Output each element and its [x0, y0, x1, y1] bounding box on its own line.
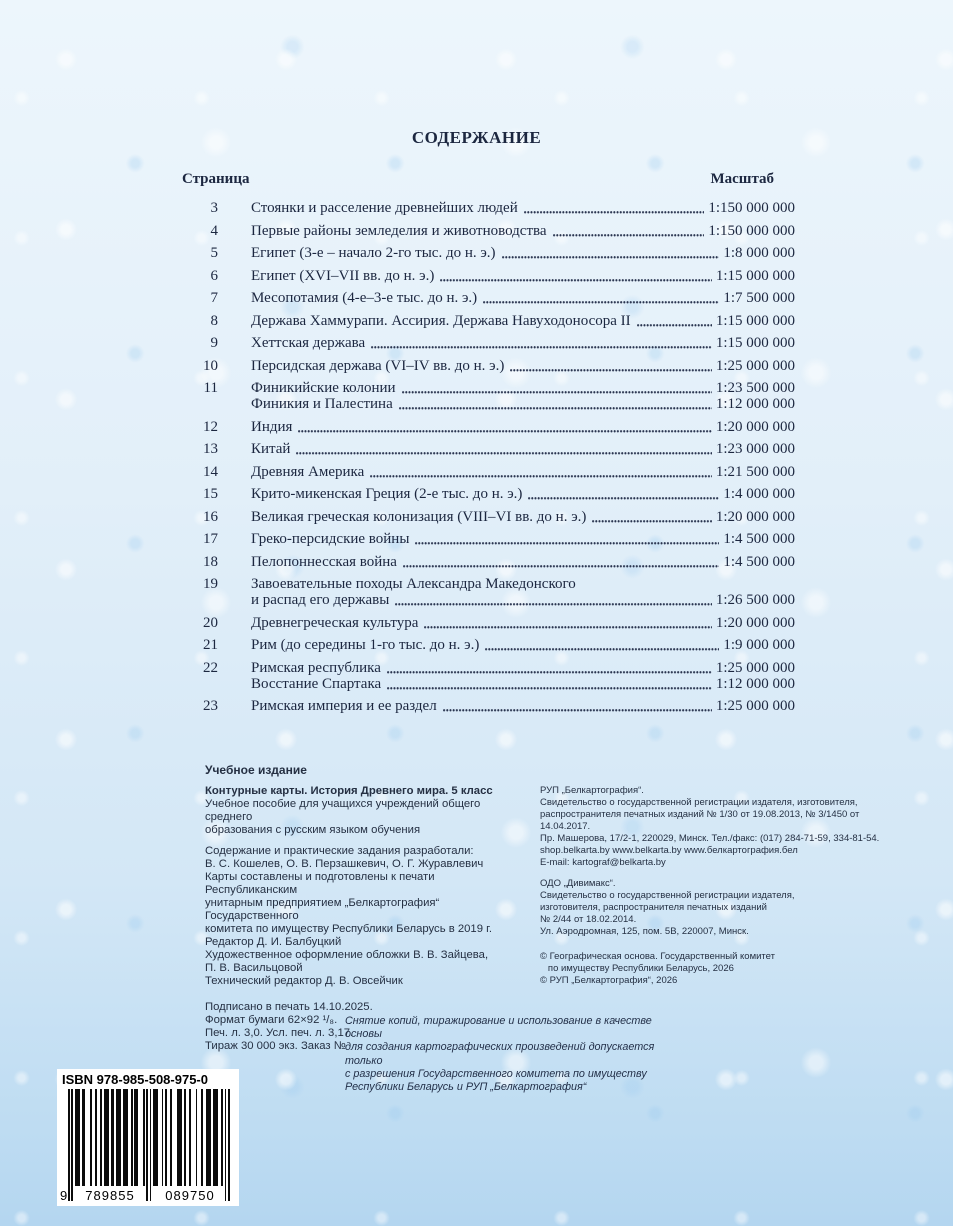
toc-page-number: 20 — [203, 614, 218, 631]
toc-entry-title: Восстание Спартака — [251, 675, 382, 692]
toc-line — [251, 509, 795, 525]
toc-entry-scale: 1:4 500 000 — [723, 553, 795, 570]
toc-entry-scale: 1:15 000 000 — [715, 312, 795, 329]
toc-page-number: 15 — [203, 486, 218, 502]
toc-line — [251, 358, 795, 374]
colophon-line: shop.belkarta.by www.belkarta.by www.белкартография.бел — [540, 845, 798, 856]
dots-leader — [502, 247, 720, 259]
toc-page-number: 13 — [203, 441, 218, 457]
colophon-paragraph — [205, 845, 520, 988]
colophon-line: В. С. Кошелев, О. В. Перзашкевич, О. Г. Журавлевич — [205, 858, 484, 870]
toc-row — [182, 441, 795, 457]
colophon-line: распространителя печатных изданий № 1/30 от 19.08.2013, № 3/1450 от 14.04.2017. — [540, 809, 860, 832]
toc-line — [251, 637, 795, 653]
dots-leader — [443, 700, 712, 712]
barcode-digit-group: 9 — [60, 1188, 68, 1203]
toc-entry-scale: 1:20 000 000 — [715, 418, 795, 435]
toc-entry-lines — [218, 464, 795, 480]
toc-line — [251, 419, 795, 435]
colophon-line: Контурные карты. История Древнего мира. 5 класс — [205, 785, 493, 797]
toc-row — [182, 486, 795, 502]
toc-entry-lines — [218, 441, 795, 457]
toc-page-column-header: Страница — [182, 171, 250, 187]
table-of-contents — [182, 171, 795, 721]
toc-entry-title: Месопотамия (4-е–3-е тыс. до н. э.) — [251, 290, 478, 306]
dots-leader — [528, 488, 719, 500]
toc-entry-scale: 1:26 500 000 — [715, 592, 795, 608]
dots-leader — [440, 270, 712, 282]
toc-page-number: 11 — [203, 380, 218, 396]
toc-row — [182, 200, 795, 216]
toc-page-number: 23 — [203, 698, 218, 714]
toc-page-number: 10 — [203, 357, 218, 374]
toc-line — [251, 268, 795, 284]
colophon-line: № 2/44 от 18.02.2014. — [540, 914, 637, 925]
copyright-notice — [345, 1015, 675, 1094]
toc-entry-lines — [218, 576, 795, 608]
toc-page-number: 18 — [203, 553, 218, 570]
toc-entry-scale: 1:20 000 000 — [715, 614, 795, 631]
colophon-line: Пр. Машерова, 17/2-1, 220029, Минск. Тел./факс: (017) 284-71-59, 334-81-54. — [540, 833, 880, 844]
toc-entry-scale: 1:9 000 000 — [723, 637, 795, 653]
dots-leader — [637, 315, 712, 327]
barcode-module — [228, 1089, 230, 1201]
dots-leader — [485, 639, 719, 651]
barcode-digit-group: 789855 — [85, 1188, 135, 1203]
toc-entry-title: Китай — [251, 441, 291, 457]
toc-line — [251, 441, 795, 457]
colophon-line: © Географическая основа. Государственный комитет — [540, 951, 775, 962]
colophon-paragraph — [540, 785, 885, 869]
dots-leader — [402, 382, 712, 394]
toc-page-number: 16 — [203, 508, 218, 525]
toc-entry-scale: 1:15 000 000 — [715, 335, 795, 351]
dots-leader — [387, 678, 712, 690]
toc-line — [251, 335, 795, 351]
toc-page-number: 5 — [210, 245, 218, 261]
toc-entry-title: Персидская держава (VI–IV вв. до н. э.) — [251, 357, 505, 374]
colophon-line: E-mail: kartograf@belkarta.by — [540, 857, 666, 868]
toc-entry-title: Римская республика — [251, 659, 381, 676]
toc-page-number: 17 — [203, 531, 218, 547]
toc-entry-title: Крито-микенская Греция (2-е тыс. до н. э.) — [251, 486, 523, 502]
toc-entry-lines — [218, 200, 795, 216]
toc-row — [182, 358, 795, 374]
toc-line — [251, 245, 795, 261]
toc-entry-lines — [218, 419, 795, 435]
copyright-notice-line: Снятие копий, тиражирование и использование в качестве основы — [345, 1015, 652, 1041]
toc-page-number: 3 — [210, 200, 218, 216]
toc-page-number: 9 — [210, 335, 218, 351]
colophon-line: Художественное оформление обложки В. В. Зайцева, — [205, 949, 489, 961]
toc-entry-scale: 1:20 000 000 — [715, 508, 795, 525]
toc-row — [182, 419, 795, 435]
toc-line — [251, 464, 795, 480]
toc-entry-lines — [218, 290, 795, 306]
isbn-number: ISBN 978-985-508-975-0 — [62, 1072, 208, 1087]
toc-entry-lines — [218, 554, 795, 570]
colophon-line: Подписано в печать 14.10.2025. — [205, 1001, 373, 1013]
colophon-line: комитета по имуществу Республики Беларусь в 2019 г. — [205, 923, 493, 935]
toc-entry-lines — [218, 245, 795, 261]
toc-scale-column-header: Масштаб — [710, 171, 774, 187]
toc-page-number: 14 — [203, 463, 218, 480]
toc-entry-title: Великая греческая колонизация (VIII–VI вв. до н. э.) — [251, 508, 587, 525]
colophon-line: Печ. л. 3,0. Усл. печ. л. 3,17. — [205, 1027, 354, 1039]
toc-entry-scale: 1:15 000 000 — [715, 267, 795, 284]
toc-line — [251, 554, 795, 570]
toc-column-headers — [182, 171, 795, 188]
toc-page-number: 22 — [203, 659, 218, 676]
toc-page-number: 12 — [203, 418, 218, 435]
toc-line — [251, 396, 795, 412]
dots-leader — [298, 421, 711, 433]
dots-leader — [395, 594, 712, 606]
dots-leader — [399, 398, 712, 410]
toc-row — [182, 290, 795, 306]
colophon-line: Содержание и практические задания разработали: — [205, 845, 474, 857]
colophon-line: Свидетельство о государственной регистрации издателя, изготовителя, — [540, 797, 858, 808]
colophon-line: изготовителя, распространителя печатных изданий — [540, 902, 767, 913]
colophon-paragraph — [205, 785, 520, 837]
toc-entry-scale: 1:8 000 000 — [723, 245, 795, 261]
toc-entry-lines — [218, 531, 795, 547]
toc-entry-title: Древняя Америка — [251, 463, 365, 480]
colophon-line: образования с русским языком обучения — [205, 824, 421, 836]
toc-entry-scale: 1:150 000 000 — [708, 222, 795, 239]
copyright-notice-line: для создания картографических произведений допускается только — [345, 1041, 655, 1067]
toc-entry-lines — [218, 509, 795, 525]
toc-entry-title: Индия — [251, 418, 293, 435]
colophon-line: Учебное пособие для учащихся учреждений общего среднего — [205, 798, 481, 823]
toc-line — [251, 290, 795, 306]
toc-line — [251, 592, 795, 608]
toc-entry-lines — [218, 660, 795, 692]
toc-row — [182, 223, 795, 239]
dots-leader — [510, 360, 712, 372]
barcode-block — [57, 1069, 239, 1206]
colophon-line: Тираж 30 000 экз. Заказ № — [205, 1040, 346, 1052]
dots-leader — [524, 202, 705, 214]
toc-page-number: 7 — [210, 290, 218, 306]
page-title: СОДЕРЖАНИЕ — [411, 128, 542, 147]
toc-entry-lines — [218, 223, 795, 239]
toc-entry-title: Завоевательные походы Александра Македонского — [251, 576, 576, 592]
colophon-paragraph — [540, 878, 885, 938]
toc-line — [251, 576, 795, 592]
toc-entry-title: Финикийские колонии — [251, 380, 396, 396]
colophon-line: унитарным предприятием „Белкартография“ Государственного — [205, 897, 440, 922]
colophon-right-column — [540, 785, 885, 996]
toc-entry-scale: 1:25 000 000 — [715, 357, 795, 374]
toc-row — [182, 245, 795, 261]
toc-entry-scale: 1:12 000 000 — [715, 675, 795, 692]
toc-page-number: 19 — [203, 576, 218, 592]
dots-leader — [296, 443, 711, 455]
dots-leader — [592, 511, 711, 523]
colophon-line: ОДО „Дивимакс“. — [540, 878, 616, 889]
toc-entry-lines — [218, 615, 795, 631]
toc-entry-lines — [218, 268, 795, 284]
toc-line — [251, 313, 795, 329]
toc-entry-lines — [218, 637, 795, 653]
colophon-line: Формат бумаги 62×92 ¹/₈. — [205, 1014, 338, 1026]
toc-entry-title: Пелопоннесская война — [251, 553, 397, 570]
toc-line — [251, 698, 795, 714]
toc-row — [182, 380, 795, 412]
copyright-notice-line: с разрешения Государственного комитета по имуществу — [345, 1067, 647, 1080]
toc-line — [251, 615, 795, 631]
toc-entry-title: Рим (до середины 1-го тыс. до н. э.) — [251, 637, 480, 653]
toc-entry-lines — [218, 313, 795, 329]
toc-line — [251, 380, 795, 396]
colophon-line: Карты составлены и подготовлены к печати Республиканским — [205, 871, 435, 896]
toc-entry-scale: 1:150 000 000 — [708, 200, 795, 216]
toc-row — [182, 698, 795, 714]
toc-entry-title: Финикия и Палестина — [251, 396, 393, 412]
toc-entry-scale: 1:4 500 000 — [723, 531, 795, 547]
toc-entry-title: Держава Хаммурапи. Ассирия. Держава Навуходоносора II — [251, 312, 631, 329]
toc-entry-lines — [218, 380, 795, 412]
toc-row — [182, 554, 795, 570]
colophon-line: по имуществу Республики Беларусь, 2026 — [540, 963, 734, 974]
colophon-paragraph — [540, 951, 885, 987]
dots-leader — [553, 225, 705, 237]
toc-line — [251, 676, 795, 692]
toc-entry-scale: 1:25 000 000 — [715, 659, 795, 676]
toc-entry-title: Стоянки и расселение древнейших людей — [251, 200, 518, 216]
toc-row — [182, 576, 795, 608]
dots-leader — [371, 337, 712, 349]
toc-line — [251, 660, 795, 676]
toc-entry-title: Хеттская держава — [251, 335, 366, 351]
toc-entry-title: Римская империя и ее раздел — [251, 698, 437, 714]
toc-row — [182, 313, 795, 329]
toc-entry-scale: 1:4 000 000 — [723, 486, 795, 502]
ean13-barcode — [68, 1089, 230, 1201]
colophon-line: П. В. Васильцовой — [205, 962, 303, 974]
barcode-digit-group: 089750 — [165, 1188, 215, 1203]
toc-page-number: 6 — [210, 267, 218, 284]
toc-line — [251, 200, 795, 216]
toc-entry-title: Египет (3-е – начало 2-го тыс. до н. э.) — [251, 245, 496, 261]
toc-page-number: 4 — [210, 222, 218, 239]
toc-entry-scale: 1:12 000 000 — [715, 396, 795, 412]
colophon-line: Редактор Д. И. Балбуцкий — [205, 936, 342, 948]
colophon-line: Ул. Аэродромная, 125, пом. 5В, 220007, Минск. — [540, 926, 749, 937]
toc-row — [182, 637, 795, 653]
toc-entry-scale: 1:23 000 000 — [715, 441, 795, 457]
colophon-line: РУП „Белкартография“. — [540, 785, 644, 796]
toc-row — [182, 615, 795, 631]
dots-leader — [424, 617, 711, 629]
toc-row — [182, 268, 795, 284]
toc-page-number: 21 — [203, 637, 218, 653]
toc-entry-scale: 1:21 500 000 — [715, 463, 795, 480]
toc-row — [182, 660, 795, 692]
colophon-line: © РУП „Белкартография“, 2026 — [540, 975, 678, 986]
toc-row — [182, 464, 795, 480]
colophon-paragraph — [205, 764, 520, 777]
toc-line — [251, 486, 795, 502]
dots-leader — [415, 533, 719, 545]
toc-row — [182, 531, 795, 547]
toc-entry-scale: 1:23 500 000 — [715, 380, 795, 396]
toc-entry-title: Египет (XVI–VII вв. до н. э.) — [251, 267, 435, 284]
colophon-line: Учебное издание — [205, 763, 307, 777]
toc-entry-title: Древнегреческая культура — [251, 614, 419, 631]
toc-entry-scale: 1:7 500 000 — [723, 290, 795, 306]
dots-leader — [403, 556, 719, 568]
toc-line — [251, 223, 795, 239]
dots-leader — [387, 662, 712, 674]
toc-line — [251, 531, 795, 547]
toc-entry-title: и распад его державы — [251, 592, 390, 608]
dots-leader — [483, 292, 719, 304]
barcode-digits — [60, 1188, 230, 1203]
toc-entry-scale: 1:25 000 000 — [715, 698, 795, 714]
toc-entry-title: Греко-персидские войны — [251, 531, 410, 547]
toc-rows — [182, 200, 795, 714]
toc-entry-lines — [218, 358, 795, 374]
copyright-notice-line: Республики Беларусь и РУП „Белкартография“ — [345, 1081, 587, 1094]
toc-entry-lines — [218, 335, 795, 351]
toc-entry-lines — [218, 698, 795, 714]
colophon-line: Технический редактор Д. В. Овсейчик — [205, 975, 403, 987]
toc-entry-title: Первые районы земледелия и животноводства — [251, 222, 547, 239]
toc-page-number: 8 — [210, 312, 218, 329]
toc-row — [182, 335, 795, 351]
colophon-line: Свидетельство о государственной регистрации издателя, — [540, 890, 795, 901]
toc-entry-lines — [218, 486, 795, 502]
toc-row — [182, 509, 795, 525]
dots-leader — [370, 466, 712, 478]
